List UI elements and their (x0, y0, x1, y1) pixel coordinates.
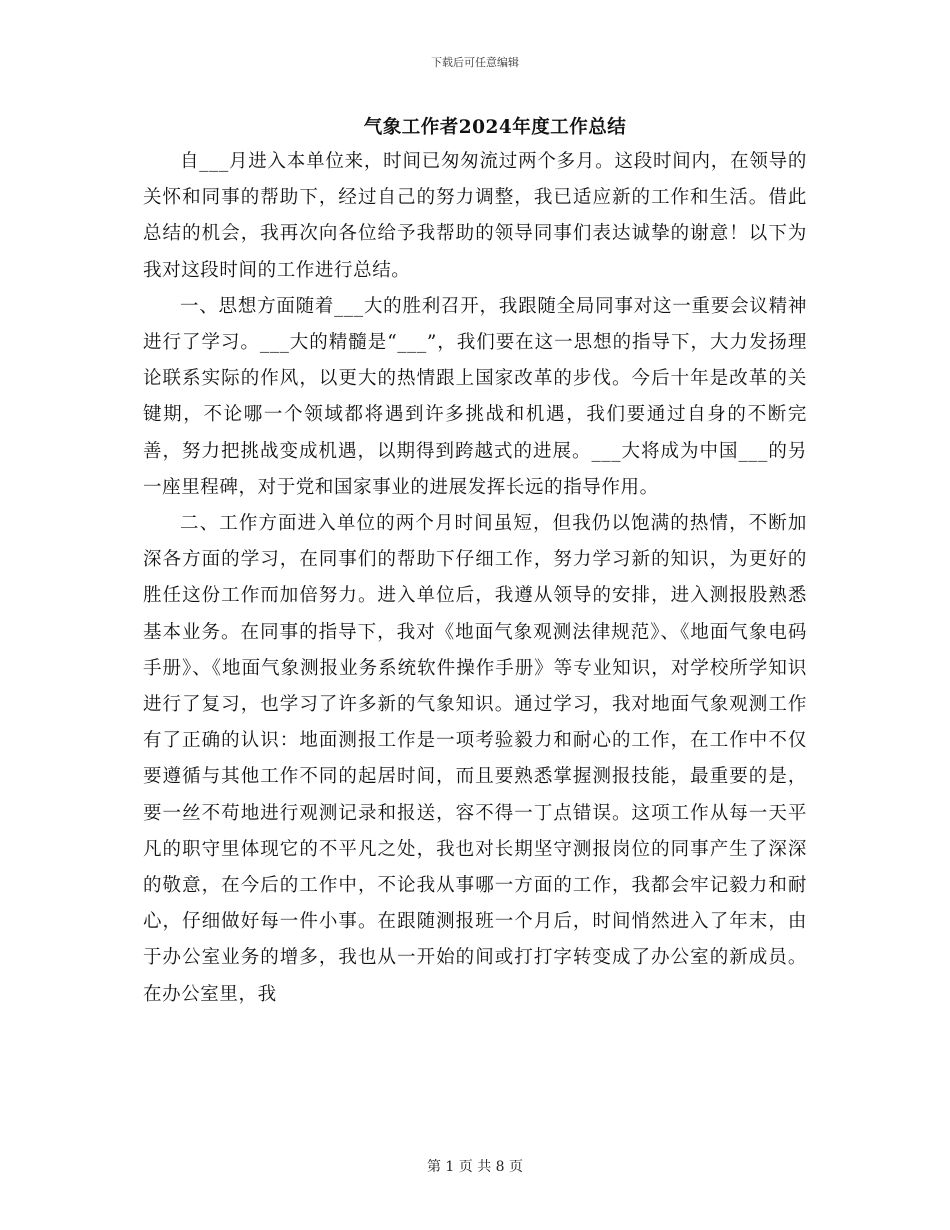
header-note: 下载后可任意编辑 (431, 56, 519, 69)
paragraph-thought: 一、思想方面随着___大的胜利召开，我跟随全局同事对这一重要会议精神进行了学习。___大的精髓是“___”，我们要在这一思想的指导下，大力发扬理论联系实际的作风，以更大的热情跟上国家改革的步伐。今后十年是改革的关键期，不论哪一个领域都将遇到许多挑战和机遇，我们要通过自身的不断完善，努力把挑战变成机遇，以期得到跨越式的进展。___大将成为中国___的另一座里程碑，对于党和国家事业的进展发挥长远的指导作用。 (143, 295, 807, 498)
paragraph-intro: 自___月进入本单位来，时间已匆匆流过两个多月。这段时间内，在领导的关怀和同事的帮助下，经过自己的努力调整，我已适应新的工作和生活。借此总结的机会，我再次向各位给予我帮助的领导同事们表达诚挚的谢意！以下为我对这段时间的工作进行总结。 (143, 151, 807, 281)
document-title: 气象工作者2024年度工作总结 (363, 117, 627, 138)
document-body (143, 144, 807, 1013)
paragraph-work: 二、工作方面进入单位的两个月时间虽短，但我仍以饱满的热情，不断加深各方面的学习，在同事们的帮助下仔细工作，努力学习新的知识，为更好的胜任这份工作而加倍努力。进入单位后，我遵从领导的安排，进入测报股熟悉基本业务。在同事的指导下，我对《地面气象观测法律规范》、《地面气象电码手册》、《地面气象测报业务系统软件操作手册》等专业知识，对学校所学知识进行了复习，也学习了许多新的气象知识。通过学习，我对地面气象观测工作有了正确的认识：地面测报工作是一项考验毅力和耐心的工作，在工作中不仅要遵循与其他工作不同的起居时间，而且要熟悉掌握测报技能，最重要的是，要一丝不苟地进行观测记录和报送，容不得一丁点错误。这项工作从每一天平凡的职守里体现它的不平凡之处，我也对长期坚守测报岗位的同事产生了深深的敬意，在今后的工作中，不论我从事哪一方面的工作，我都会牢记毅力和耐心，仔细做好每一件小事。在跟随测报班一个月后，时间悄然进入了年末，由于办公室业务的增多，我也从一开始的间或打打字转变成了办公室的新成员。在办公室里，我 (143, 513, 807, 1005)
page-number: 第 1 页 共 8 页 (426, 1159, 524, 1175)
